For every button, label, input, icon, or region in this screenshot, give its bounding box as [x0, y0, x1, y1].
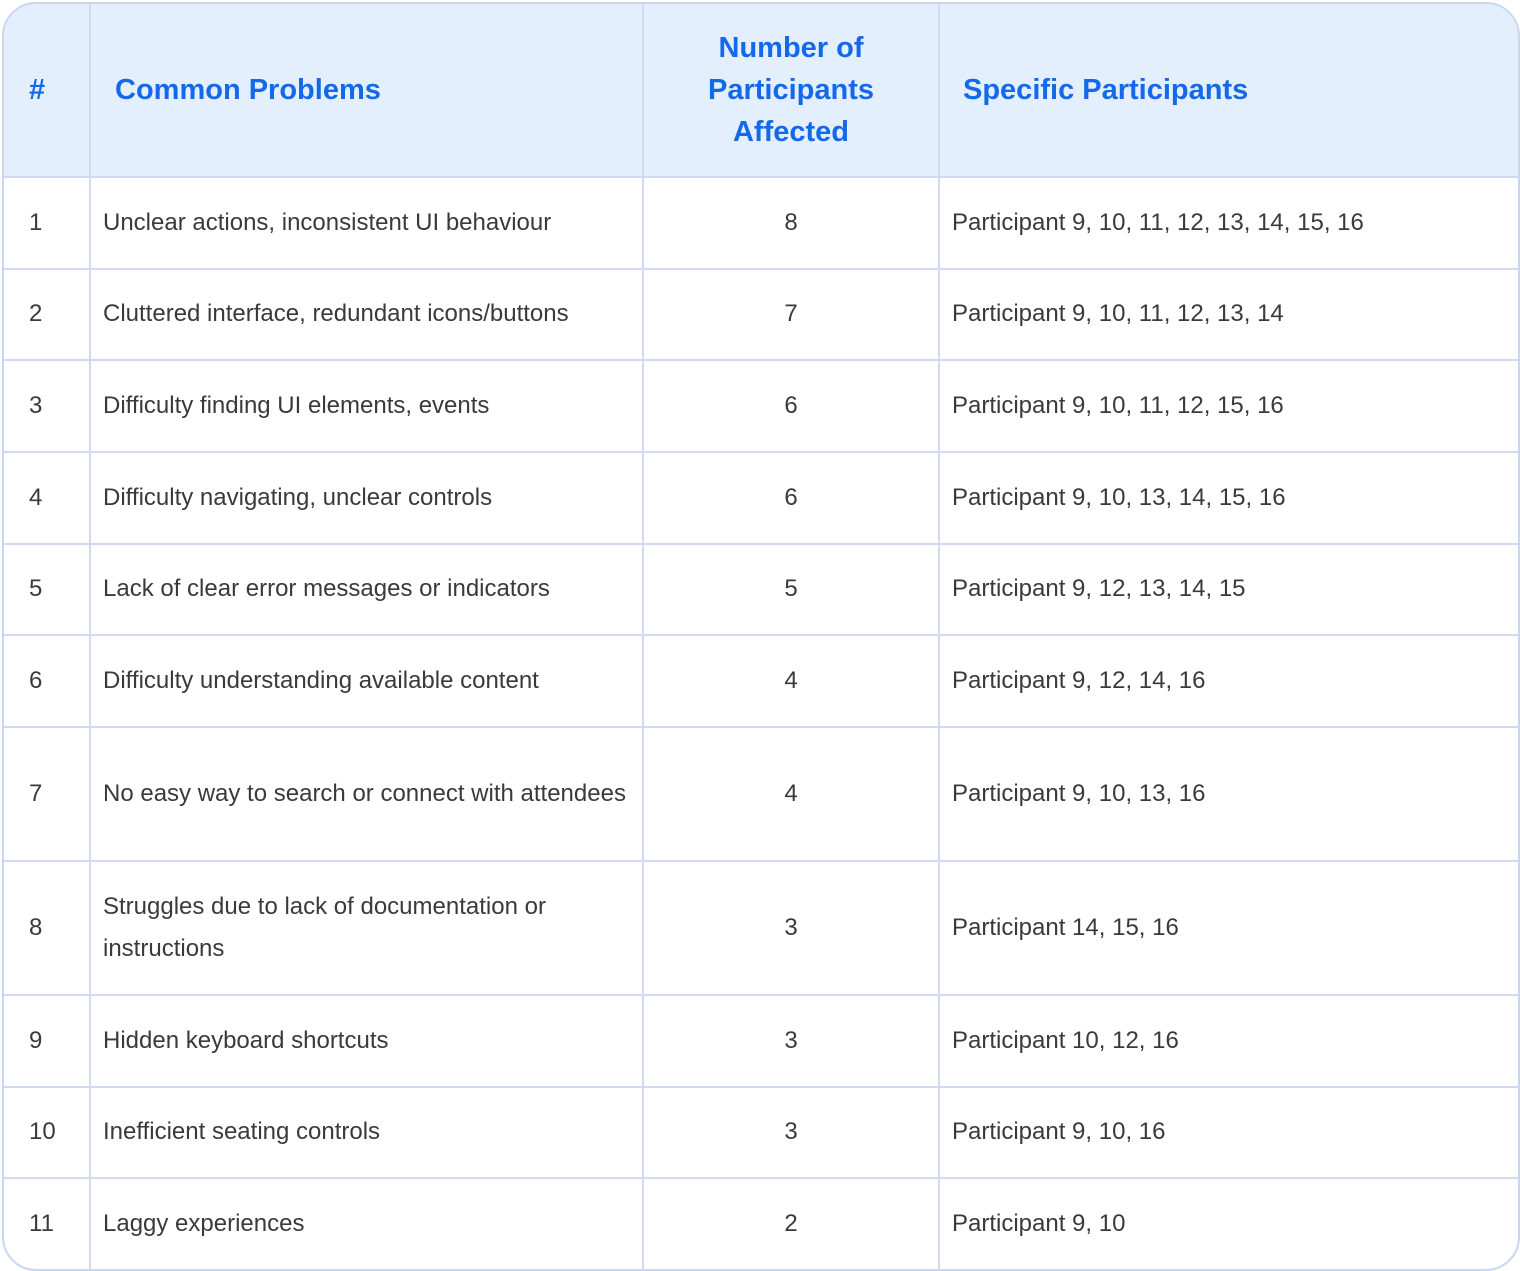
row-count: 4	[643, 727, 939, 861]
row-number: 5	[4, 544, 90, 636]
row-problem: Cluttered interface, redundant icons/buttons	[90, 269, 643, 361]
row-participants: Participant 9, 10, 11, 12, 13, 14	[939, 269, 1518, 361]
table-row	[4, 177, 1518, 269]
table-row	[4, 544, 1518, 636]
row-problem: Inefficient seating controls	[90, 1087, 643, 1179]
row-problem: Laggy experiences	[90, 1178, 643, 1269]
row-participants: Participant 9, 12, 13, 14, 15	[939, 544, 1518, 636]
row-count: 3	[643, 861, 939, 995]
table-row	[4, 995, 1518, 1087]
row-number: 7	[4, 727, 90, 861]
row-participants: Participant 9, 10, 11, 12, 15, 16	[939, 360, 1518, 452]
row-participants: Participant 9, 12, 14, 16	[939, 635, 1518, 727]
row-count: 2	[643, 1178, 939, 1269]
table-header-row	[4, 4, 1518, 177]
row-count: 7	[643, 269, 939, 361]
table-row	[4, 861, 1518, 995]
row-problem: Lack of clear error messages or indicators	[90, 544, 643, 636]
header-participants-affected	[643, 4, 939, 177]
table-row	[4, 1178, 1518, 1269]
row-participants: Participant 9, 10, 13, 16	[939, 727, 1518, 861]
table-row	[4, 269, 1518, 361]
row-problem: Hidden keyboard shortcuts	[90, 995, 643, 1087]
row-participants: Participant 10, 12, 16	[939, 995, 1518, 1087]
row-count: 4	[643, 635, 939, 727]
table-row	[4, 452, 1518, 544]
row-participants: Participant 14, 15, 16	[939, 861, 1518, 995]
row-count: 6	[643, 452, 939, 544]
row-number: 3	[4, 360, 90, 452]
problems-table-card	[2, 2, 1520, 1271]
row-count: 5	[643, 544, 939, 636]
header-number: #	[4, 4, 90, 177]
row-number: 8	[4, 861, 90, 995]
row-number: 6	[4, 635, 90, 727]
header-specific-participants: Specific Participants	[939, 4, 1518, 177]
row-participants: Participant 9, 10	[939, 1178, 1518, 1269]
row-count: 8	[643, 177, 939, 269]
row-number: 10	[4, 1087, 90, 1179]
problems-table	[4, 4, 1518, 1269]
row-count: 3	[643, 1087, 939, 1179]
header-common-problems: Common Problems	[90, 4, 643, 177]
row-problem: Difficulty finding UI elements, events	[90, 360, 643, 452]
row-count: 3	[643, 995, 939, 1087]
row-participants: Participant 9, 10, 11, 12, 13, 14, 15, 16	[939, 177, 1518, 269]
row-problem: Difficulty understanding available content	[90, 635, 643, 727]
row-number: 11	[4, 1178, 90, 1269]
row-number: 2	[4, 269, 90, 361]
row-count: 6	[643, 360, 939, 452]
table-row	[4, 635, 1518, 727]
row-number: 9	[4, 995, 90, 1087]
row-participants: Participant 9, 10, 13, 14, 15, 16	[939, 452, 1518, 544]
row-problem: Unclear actions, inconsistent UI behaviour	[90, 177, 643, 269]
row-participants: Participant 9, 10, 16	[939, 1087, 1518, 1179]
row-problem: No easy way to search or connect with attendees	[90, 727, 643, 861]
table-row	[4, 727, 1518, 861]
row-problem: Struggles due to lack of documentation or instructions	[90, 861, 643, 995]
row-number: 4	[4, 452, 90, 544]
row-problem: Difficulty navigating, unclear controls	[90, 452, 643, 544]
table-row	[4, 1087, 1518, 1179]
row-number: 1	[4, 177, 90, 269]
table-row	[4, 360, 1518, 452]
header-participants-affected-label: Number of Participants Affected	[708, 32, 874, 148]
